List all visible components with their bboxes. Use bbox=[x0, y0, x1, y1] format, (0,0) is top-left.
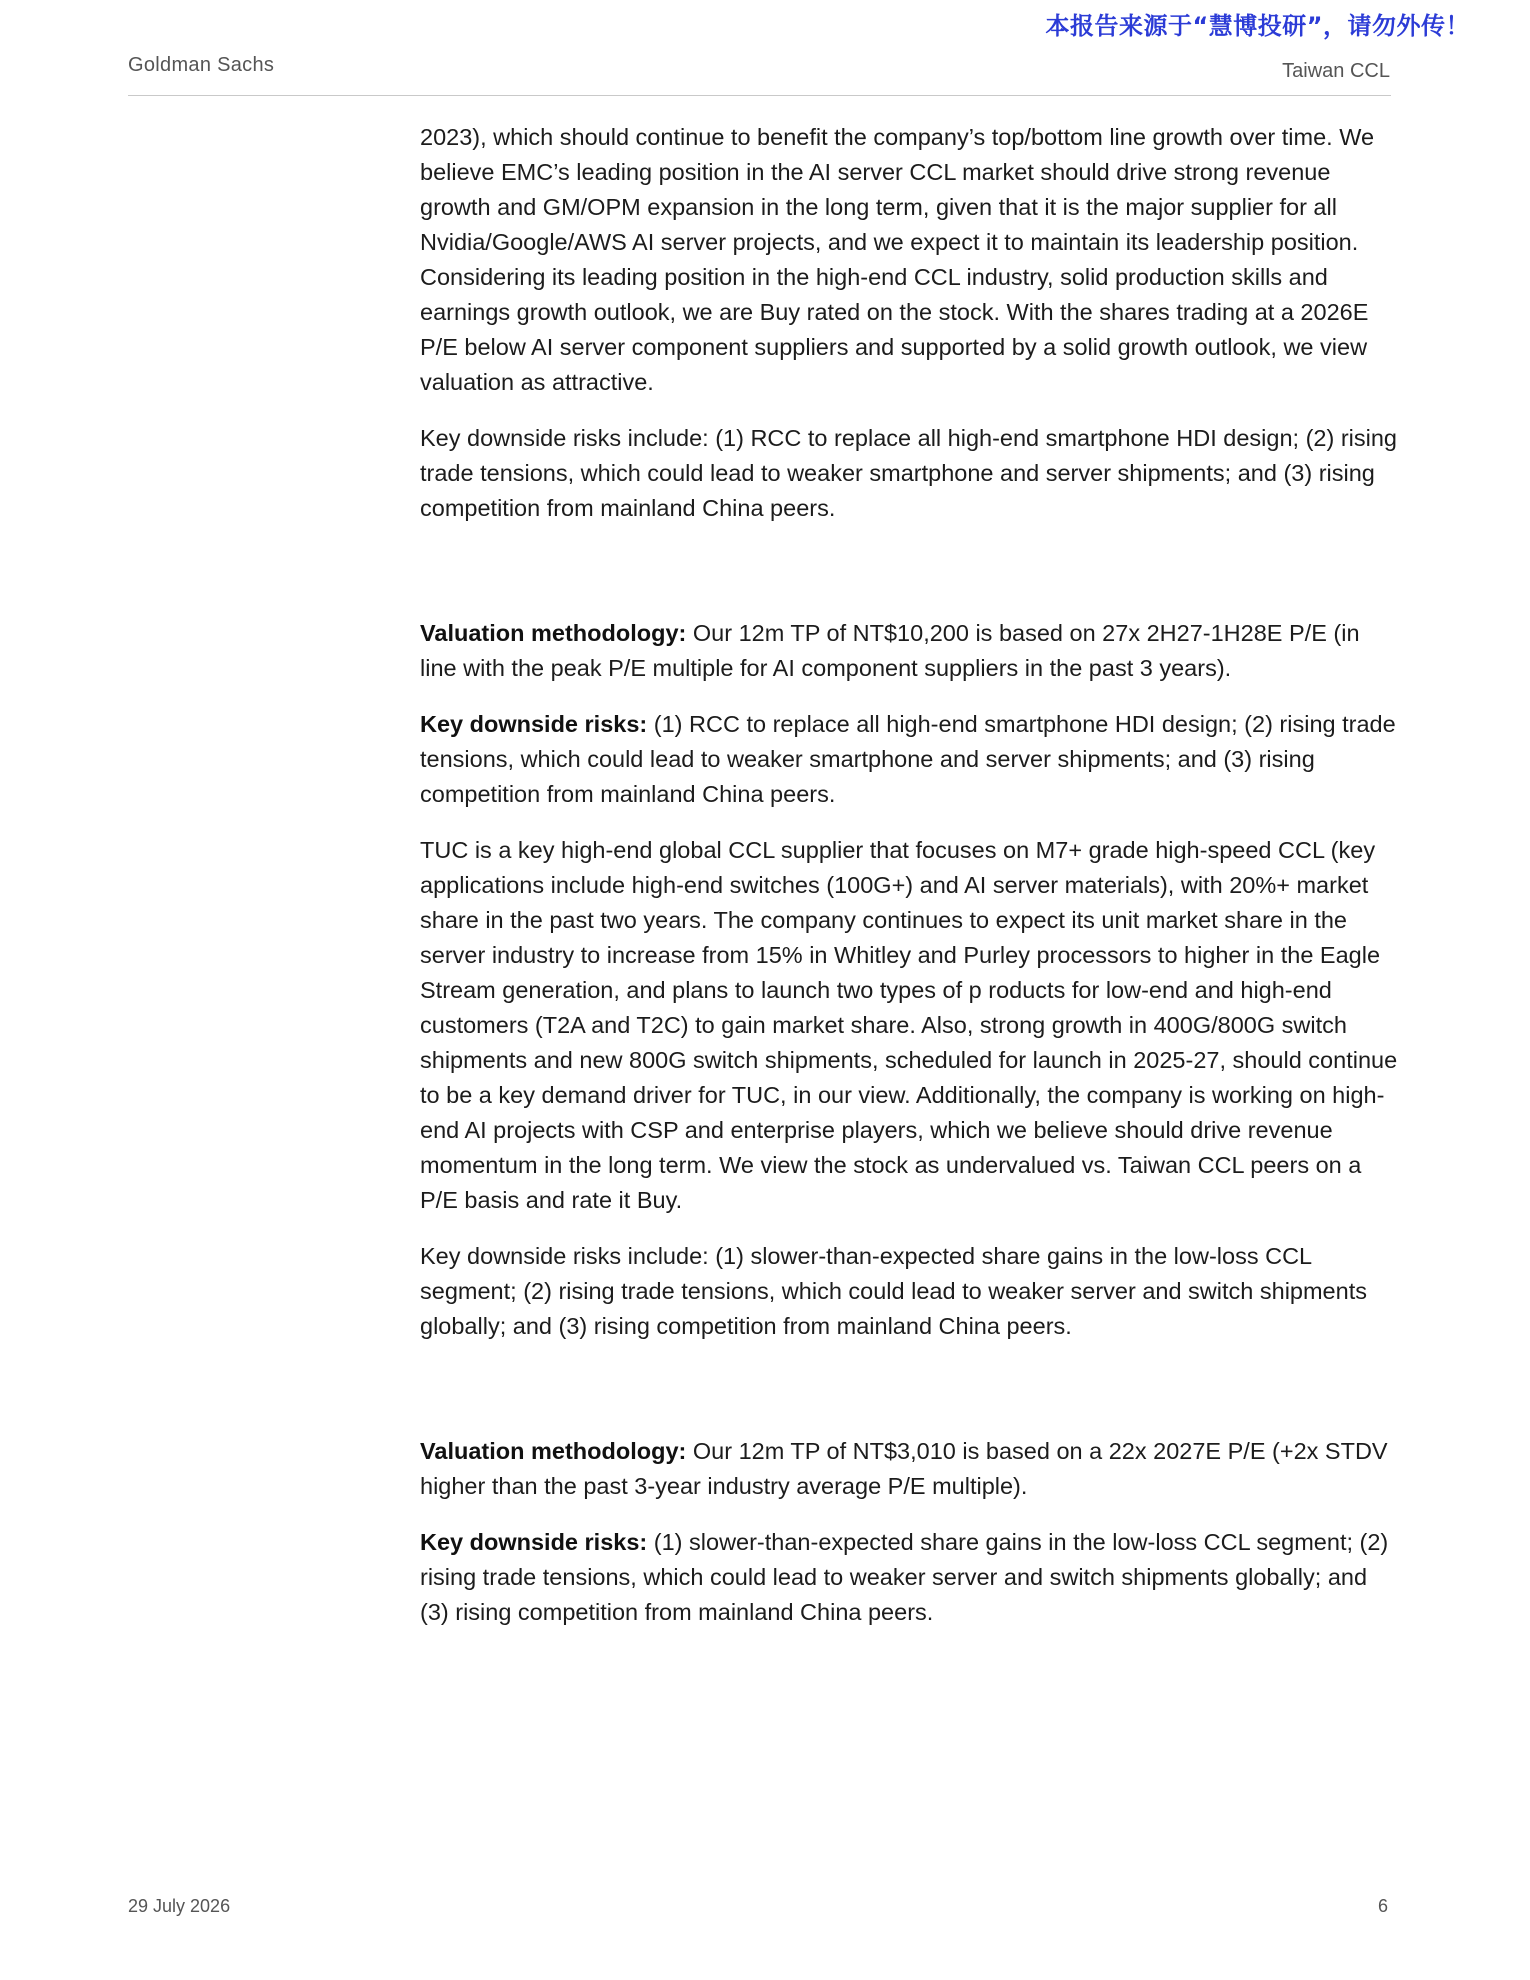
footer-page-number: 6 bbox=[1377, 1896, 1388, 1916]
tuc-investment-thesis: TUC is a key high-end global CCL supplier that focuses on M7+ grade high-speed CCL (key applications include high-end switches (100G+) and AI server materials), with 20%+ market share in the past two years. The company continues to expect its unit market share in the server industry to increase from 15% in Whitley and Purley processors to higher in the Eagle Stream generation, and plans to launch two types of p roducts for low-end and high-end customers (T2A and T2C) to gain market share. Also, strong growth in 400G/800G switch shipments and new 800G switch shipments, scheduled for launch in 2025-27, should continue to be a key demand driver for TUC, in our view. Additionally, the company is working on high-end AI projects with CSP and enterprise players, which we believe should drive revenue momentum in the long term. We view the stock as undervalued vs. Taiwan CCL peers on a P/E basis and rate it Buy. bbox=[420, 837, 1398, 1213]
emc-risks-summary: Key downside risks include: (1) RCC to replace all high-end smartphone HDI design; (2) rising trade tensions, which could lead to weaker smartphone and server shipments; and (3) rising competition from mainland China peers. bbox=[420, 425, 1397, 521]
emc-valuation-methodology bbox=[420, 616, 1400, 686]
emc-key-downside-risks bbox=[420, 707, 1400, 812]
valuation-label: Valuation methodology: bbox=[420, 1438, 687, 1464]
tuc-risks-summary: Key downside risks include: (1) slower-than-expected share gains in the low-loss CCL segment; (2) rising trade tensions, which could lead to weaker server and switch shipments globally; and (3) rising competition from mainland China peers. bbox=[420, 1243, 1367, 1339]
risks-text: (1) slower-than-expected share gains in the low-loss CCL segment; (2) rising trade tensions, which could lead to weaker server and switch shipments globally; and (3) rising competition from mainland China peers. bbox=[420, 1529, 1389, 1625]
watermark-text: 本报告来源于“慧博投研”，请勿外传！ bbox=[1045, 12, 1470, 40]
emc-investment-thesis: 2023), which should continue to benefit the company’s top/bottom line growth over time. We believe EMC’s leading position in the AI server CCL market should drive strong revenue growth and GM/OPM expansion in the long term, given that it is the major supplier for all Nvidia/Google/AWS AI server projects, and we expect it to maintain its leadership position. Considering its leading position in the high-end CCL industry, solid production skills and earnings growth outlook, we are Buy rated on the stock. With the shares trading at a 2026E P/E below AI server component suppliers and supported by a solid growth outlook, we view valuation as attractive. bbox=[420, 124, 1375, 395]
header-brand: Goldman Sachs bbox=[128, 54, 275, 76]
header-divider bbox=[128, 95, 1391, 96]
tuc-valuation-methodology bbox=[420, 1434, 1400, 1504]
report-body bbox=[420, 120, 1400, 1651]
risks-label: Key downside risks: bbox=[420, 711, 648, 737]
valuation-label: Valuation methodology: bbox=[420, 620, 687, 646]
valuation-text: Our 12m TP of NT$10,200 is based on 27x 2H27-1H28E P/E (in line with the peak P/E multiple for AI component suppliers in the past 3 years). bbox=[420, 620, 1360, 681]
tuc-key-downside-risks bbox=[420, 1525, 1400, 1630]
valuation-text: Our 12m TP of NT$3,010 is based on a 22x 2027E P/E (+2x STDV higher than the past 3-year industry average P/E multiple). bbox=[420, 1438, 1388, 1499]
footer-date: 29 July 2026 bbox=[128, 1896, 231, 1916]
header-section: Taiwan CCL bbox=[1282, 60, 1390, 82]
risks-text: (1) RCC to replace all high-end smartphone HDI design; (2) rising trade tensions, which could lead to weaker smartphone and server shipments; and (3) rising competition from mainland China peers. bbox=[420, 711, 1396, 807]
risks-label: Key downside risks: bbox=[420, 1529, 648, 1555]
